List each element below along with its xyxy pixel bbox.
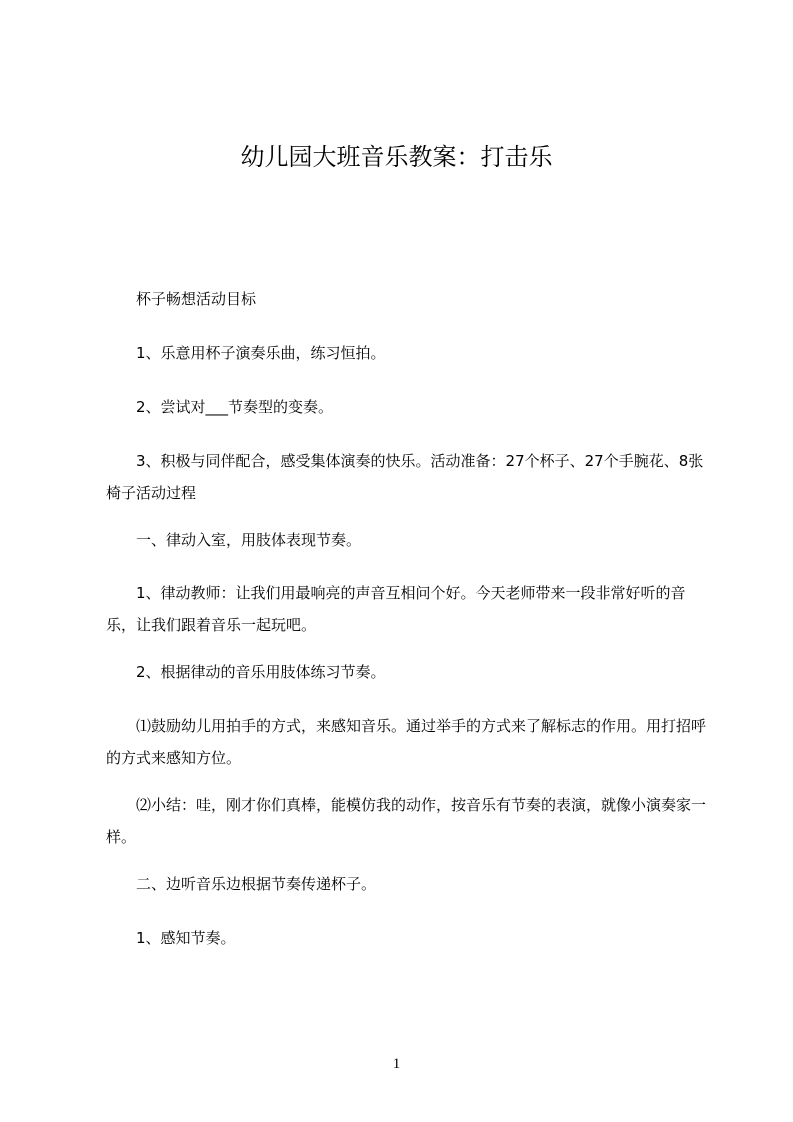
paragraph-goal-1: 1、乐意用杯子演奏乐曲，练习恒拍。 <box>136 344 386 362</box>
paragraph-section-1-heading: 一、律动入室，用肢体表现节奏。 <box>136 531 362 549</box>
paragraph-substep-2-summary: ⑵小结：哇，刚才你们真棒，能模仿我的动作，按音乐有节奏的表演，就像小演奏家一样。 <box>106 796 707 846</box>
paragraph-goal-2: 2、尝试对___节奏型的变奏。 <box>136 398 334 416</box>
paragraph-activity-goal-heading: 杯子畅想活动目标 <box>136 290 257 308</box>
paragraph-perceive-rhythm: 1、感知节奏。 <box>136 929 236 947</box>
paragraph-goal-3-and-preparation: 3、积极与同伴配合，感受集体演奏的快乐。活动准备：27个杯子、27个手腕花、8张椅子活动过程 <box>106 452 704 502</box>
paragraph-step-2-body-rhythm: 2、根据律动的音乐用肢体练习节奏。 <box>136 663 386 681</box>
paragraph-substep-1-clapping: ⑴鼓励幼儿用拍手的方式，来感知音乐。通过举手的方式来了解标志的作用。用打招呼的方式来感知方位。 <box>106 717 707 767</box>
paragraph-section-2-heading: 二、边听音乐边根据节奏传递杯子。 <box>136 875 377 893</box>
page-number: 1 <box>392 1056 401 1072</box>
paragraph-step-1-rhythm-entry: 1、律动教师：让我们用最响亮的声音互相问个好。今天老师带来一段非常好听的音乐，让我们跟着音乐一起玩吧。 <box>106 584 686 634</box>
document-title: 幼儿园大班音乐教案：打击乐 <box>240 143 553 171</box>
